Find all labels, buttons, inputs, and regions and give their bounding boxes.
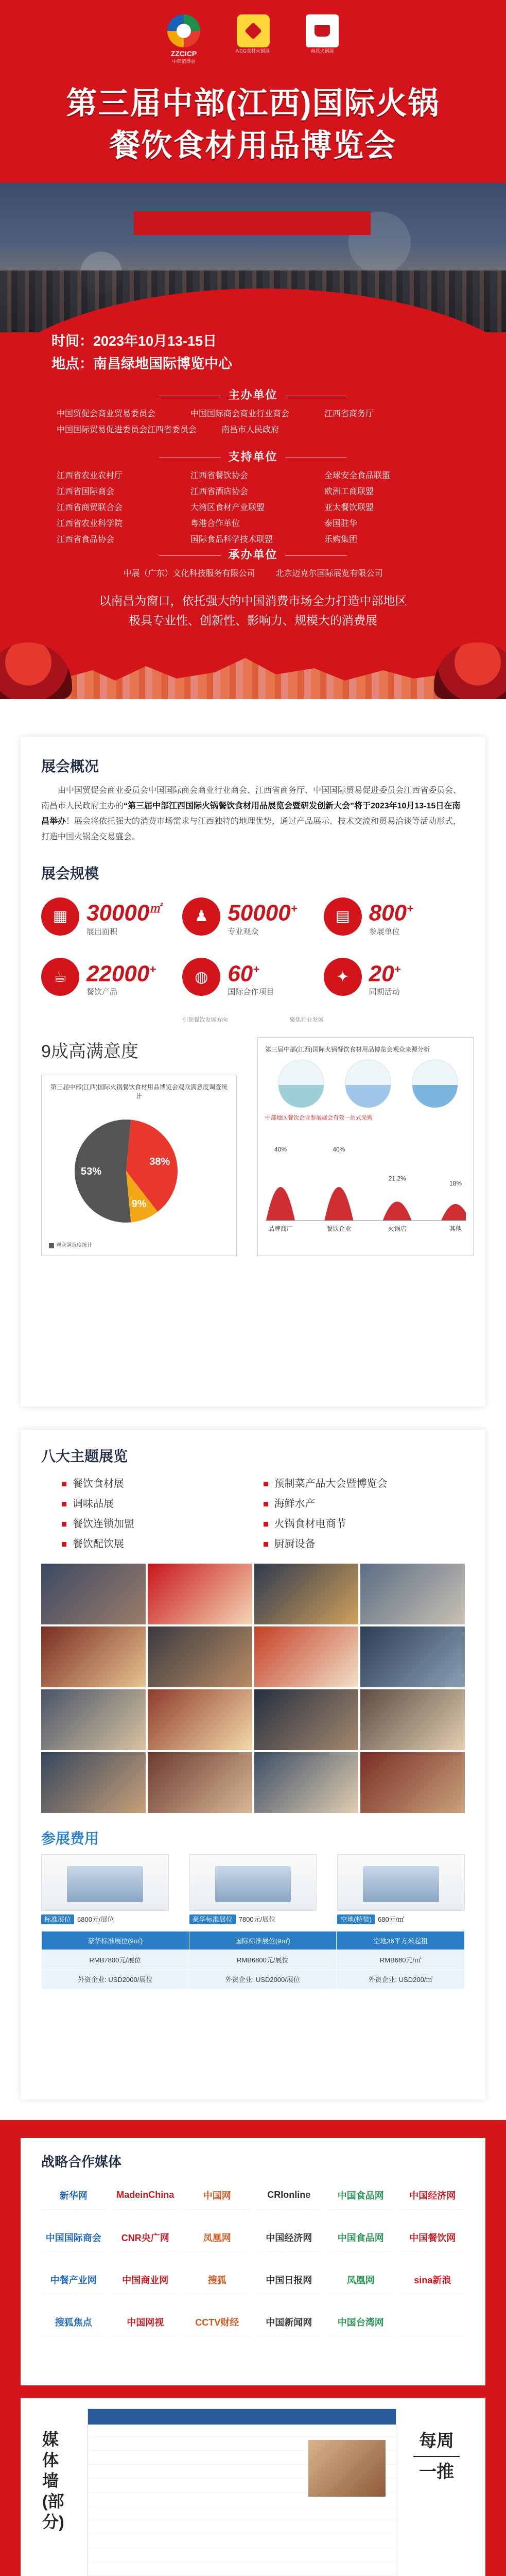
pie-slice-label: 38%: [149, 1156, 170, 1168]
stat-label: 餐饮产品: [86, 988, 118, 997]
hero-decoration: [0, 632, 506, 699]
stat-item: [324, 957, 465, 997]
booth-price: 680元/㎡: [378, 1916, 405, 1923]
gallery-photo: [360, 1752, 465, 1813]
satisfaction-left: [41, 1037, 237, 1256]
booth-tag: 豪华标准展位: [189, 1914, 236, 1924]
stat-label: 专业观众: [228, 927, 259, 936]
booth-standard: [41, 1854, 169, 1924]
gallery-photo: [360, 1626, 465, 1687]
gauge-fill: [412, 1085, 458, 1108]
area-category-label: 其他: [449, 1225, 462, 1233]
stat-number: 50000: [228, 900, 291, 926]
support-item: 国际食品科学技术联盟: [190, 535, 273, 544]
hero-section: [0, 0, 506, 699]
pie-chart: [49, 1104, 229, 1238]
gallery-photo: [148, 1752, 252, 1813]
scale-claims: [41, 1015, 465, 1024]
media-logo: 中国网视: [113, 2308, 178, 2336]
area-value-label: 18%: [449, 1180, 462, 1188]
stat-item: [41, 957, 182, 997]
scale-heading: 展会规模: [41, 866, 99, 882]
media-wall: [21, 2398, 485, 2576]
slogan-line-2: 极具专业性、创新性、影响力、规模大的消费展: [129, 614, 377, 627]
media-logo: CNR央广网: [113, 2223, 178, 2252]
table-header: 国际标准展位(9㎡): [189, 1931, 337, 1950]
support-item: 江西省国际商会: [57, 487, 115, 496]
area-value-label: 40%: [274, 1146, 287, 1154]
stat-item: [41, 896, 182, 937]
source-card: [257, 1037, 474, 1256]
stat-label: 参展单位: [369, 927, 400, 936]
support-item: 江西省食品协会: [57, 535, 115, 544]
host-item: [324, 423, 458, 435]
source-circles: [265, 1054, 466, 1111]
host-item: 南昌市人民政府: [221, 426, 280, 434]
gallery-photo: [148, 1689, 252, 1750]
hero-title: [0, 82, 506, 167]
stat-number: 20: [369, 961, 394, 987]
media-logo: 中国经济网: [257, 2223, 322, 2252]
catering-icon: ☕: [41, 958, 79, 996]
gauge-fill: [278, 1085, 324, 1108]
table-row: [42, 1950, 465, 1970]
support-item: 江西省商贸联合会: [57, 503, 123, 512]
media-logo: 中国食品网: [328, 2223, 393, 2252]
exhibitors-icon: ▤: [324, 897, 362, 936]
booth-image: [337, 1854, 465, 1911]
media-logo-grid: [41, 2181, 465, 2336]
ncg-logo-icon: [237, 14, 270, 47]
gauge-fill: [345, 1085, 391, 1108]
stat-unit: ㎡: [149, 902, 161, 915]
stat-unit: +: [149, 962, 156, 976]
media-logo: 中国新闻网: [257, 2308, 322, 2336]
satisfaction-title: 9成高满意度: [41, 1042, 138, 1062]
area-category-label: 品牌商厂: [268, 1225, 293, 1233]
pie-card: [41, 1075, 237, 1256]
area-series: [266, 1187, 466, 1221]
gallery-photo: [41, 1752, 146, 1813]
support-heading: 支持单位: [0, 448, 506, 464]
stat-item: [182, 896, 323, 937]
stat-unit: +: [407, 902, 413, 915]
table-header-row: [42, 1931, 465, 1950]
media-logo: 凤凰网: [185, 2223, 250, 2252]
booth-luxury: [189, 1854, 317, 1924]
events-icon: ✦: [324, 958, 362, 996]
stat-label: 展出面积: [86, 927, 118, 936]
support-item: 欧洲工商联盟: [324, 487, 374, 496]
themes-heading: 八大主题展览: [41, 1448, 128, 1464]
overview-text: [41, 783, 465, 845]
theme-item: 预制菜产品大会暨博览会: [264, 1475, 465, 1490]
media-logo: 搜狐焦点: [41, 2308, 106, 2336]
support-item: 粤港合作单位: [190, 519, 240, 528]
claim-text: 聚焦行业发展: [289, 1017, 324, 1024]
booth-space: [337, 1854, 465, 1924]
media-screenshot: [88, 2409, 396, 2576]
media-logo: 搜狐: [185, 2265, 250, 2294]
overview-tail: ！展会将依托强大的消费市场需求与江西独特的地理优势，通过产品展示、技术交流和贸易洽谈等活动形式，打造中国火锅全交易盛会。: [41, 817, 462, 841]
zzcicp-logo-icon: [167, 14, 200, 47]
media-card: [21, 2138, 485, 2385]
screenshot-header: [88, 2409, 396, 2425]
weekly-text: 每周: [419, 2431, 454, 2451]
exec-item: 中展（广东）文化科技服务有限公司: [123, 569, 255, 578]
media-logo: sina新浪: [400, 2265, 465, 2294]
claim-text: 引领餐饮发展方向: [182, 1017, 228, 1024]
overview-heading: 展会概况: [41, 758, 99, 774]
support-item: 乐购集团: [324, 535, 358, 544]
title-line-2: 餐饮食材用品博览会: [109, 128, 397, 163]
hall-banner: [134, 211, 371, 235]
stat-number: 22000: [86, 961, 150, 987]
area-value-label: 40%: [333, 1146, 345, 1154]
host-item: 中国国际贸易促进委员会江西省委员会: [57, 426, 197, 434]
support-item: 泰国驻华: [324, 519, 358, 528]
organizer-logos: [0, 14, 506, 64]
stat-label: 同期活动: [369, 988, 400, 997]
booth-image: [41, 1854, 169, 1911]
media-logo: 中国食品网: [328, 2181, 393, 2210]
title-line-1: 第三届中部(江西)国际火锅: [66, 86, 440, 121]
media-logo: 中国台湾网: [328, 2308, 393, 2336]
pie-legend: [49, 1241, 229, 1248]
support-item: 亚太餐饮联盟: [324, 503, 374, 512]
gallery-photo: [360, 1689, 465, 1750]
overview-plain: 由中国贸促会商业委员会中国国际商会商业行业商会、江西省商务厅、中国国际贸易促进委员会江西省委员会、南昌市人民政府主办的: [41, 786, 462, 810]
area-value-label: 21.2%: [388, 1175, 406, 1182]
stat-label: 国际合作项目: [228, 988, 274, 997]
support-list: [57, 469, 458, 545]
visitors-icon: ♟: [182, 897, 220, 936]
booth-list: [41, 1854, 465, 1924]
media-logo: [400, 2308, 465, 2336]
theme-item: 餐饮连锁加盟: [62, 1515, 264, 1530]
themes-list: [62, 1475, 465, 1550]
booth-price: 6800元/展位: [77, 1916, 114, 1923]
slogan-line-1: 以南昌为窗口，依托强大的中国消费市场全力打造中部地区: [99, 594, 407, 607]
stat-item: [324, 896, 465, 937]
table-cell: 外资企业: USD2000/展位: [42, 1970, 189, 1989]
overview-bold: “第三届中部江西国际火锅餐饮食材用品展览会暨研发创新大会”将于2023年10月13-15日在南昌举办: [41, 802, 461, 826]
gallery-photo: [148, 1564, 252, 1624]
media-logo: 中国餐饮网: [400, 2223, 465, 2252]
fees-table: [41, 1931, 465, 1989]
media-logo: CRIonline: [257, 2181, 322, 2210]
media-logo: 中国网: [185, 2181, 250, 2210]
gallery-photo: [148, 1626, 252, 1687]
gallery-photo: [41, 1564, 146, 1624]
media-heading: 战略合作媒体: [41, 2154, 122, 2170]
info-card: [21, 737, 485, 1406]
theme-item: 餐饮配饮展: [62, 1535, 264, 1550]
gallery-photo: [41, 1689, 146, 1750]
hotpot-right-icon: [434, 642, 506, 699]
exec-item: 北京迈克尔国际展览有限公司: [275, 569, 383, 578]
pie-slice-label: 53%: [80, 1166, 102, 1178]
host-item: 中国贸促会商业贸易委员会: [57, 410, 156, 418]
gallery-photo: [41, 1626, 146, 1687]
logo-ncg: NCG食材火锅展: [236, 14, 270, 64]
pie-legend-label: 观众满意度统计: [56, 1243, 92, 1249]
media-logo: 中餐产业网: [41, 2265, 106, 2294]
booth-tag: 空地(特装): [337, 1914, 375, 1924]
host-item: 中国国际商会商业行业商会: [190, 410, 290, 418]
gallery-photo: [254, 1564, 359, 1624]
stat-number: 30000: [86, 900, 150, 926]
theme-item: 餐饮食材展: [62, 1475, 264, 1490]
source-caption: 第三届中部(江西)国际火锅餐饮食材用品博览会观众来源分析: [265, 1046, 430, 1054]
screenshot-image: [308, 2440, 386, 2497]
media-logo: 中国国际商会: [41, 2223, 106, 2252]
table-cell: RMB7800元/展位: [42, 1950, 189, 1970]
stat-unit: +: [290, 902, 298, 915]
logo-hotpot: 南昌火锅展: [306, 14, 339, 64]
table-header: 空地36平方米起租: [337, 1931, 465, 1950]
gallery-photo: [254, 1752, 359, 1813]
logo-zzcicp: ZZCICP 中部消博会: [167, 14, 200, 64]
exec-heading: 承办单位: [0, 546, 506, 562]
event-time: 时间：2023年10月13-15日: [51, 333, 217, 349]
table-cell: 外资企业: USD200/㎡: [337, 1970, 465, 1989]
area-category-label: 餐饮企业: [326, 1225, 352, 1233]
weekly-rule: [413, 2456, 460, 2457]
event-venue: 地点：南昌绿地国际博览中心: [51, 356, 232, 371]
media-logo: CCTV财经: [185, 2308, 250, 2336]
hotpot-logo-icon: [306, 14, 339, 47]
themes-card: [21, 1430, 485, 2099]
stat-number: 60: [228, 961, 253, 987]
hotpot-left-icon: [0, 642, 72, 699]
gallery-photo: [360, 1564, 465, 1624]
theme-item: 调味品展: [62, 1495, 264, 1510]
stat-unit: +: [253, 962, 260, 976]
media-wall-label: 媒体墙(部分): [42, 2430, 64, 2531]
host-item: 江西省商务厅: [324, 410, 374, 418]
stat-item: [182, 957, 323, 997]
media-logo: 凤凰网: [328, 2265, 393, 2294]
source-subcaption: 中部地区餐饮企业参展展会有效一站式采购: [265, 1115, 373, 1122]
exec-list: [0, 567, 506, 579]
photo-gallery: [41, 1564, 465, 1813]
support-item: 全球安全食品联盟: [324, 471, 391, 480]
media-logo: 中国日报网: [257, 2265, 322, 2294]
table-header: 豪华标准展位(9㎡): [42, 1931, 189, 1950]
source-area-chart: [265, 1123, 466, 1241]
theme-item: 海鲜水产: [264, 1495, 465, 1510]
theme-item: 火锅食材电商节: [264, 1515, 465, 1530]
hero-slogan: [0, 591, 506, 630]
media-logo: 中国经济网: [400, 2181, 465, 2210]
theme-item: 厨厨设备: [264, 1535, 465, 1550]
gallery-photo: [254, 1626, 359, 1687]
support-item: 江西省农业农村厅: [57, 471, 123, 480]
media-logo: 新华网: [41, 2181, 106, 2210]
area-icon: ▦: [41, 897, 79, 936]
booth-price: 7800元/展位: [238, 1916, 276, 1923]
push-text: 一推: [419, 2462, 454, 2482]
stat-unit: +: [394, 962, 401, 976]
gallery-photo: [254, 1689, 359, 1750]
pie-caption: 第三届中部(江西)国际火锅餐饮食材用品博览会观众满意度调查统计: [50, 1083, 228, 1100]
table-cell: RMB6800元/展位: [189, 1950, 337, 1970]
city-skyline: [62, 658, 444, 699]
stat-number: 800: [369, 900, 407, 926]
weekly-push: [413, 2429, 460, 2484]
table-cell: 外资企业: USD2000/展位: [189, 1970, 337, 1989]
satisfaction-block: [41, 1037, 465, 1256]
stat-grid: [41, 896, 465, 997]
support-item: 大湾区食材产业联盟: [190, 503, 265, 512]
table-cell: RMB680元/㎡: [337, 1950, 465, 1970]
globe-icon: ◍: [182, 958, 220, 996]
support-item: 江西省酒店协会: [190, 487, 249, 496]
table-row: [42, 1970, 465, 1989]
booth-tag: 标准展位: [41, 1914, 74, 1924]
media-logo: 中国商业网: [113, 2265, 178, 2294]
booth-image: [189, 1854, 317, 1911]
area-category-label: 火锅店: [388, 1225, 407, 1233]
host-list: [57, 407, 458, 435]
support-item: 江西省农业科学院: [57, 519, 123, 528]
fees-heading: 参展费用: [41, 1831, 99, 1846]
event-meta: [51, 330, 232, 375]
support-item: 江西省餐饮协会: [190, 471, 249, 480]
host-heading: 主办单位: [0, 386, 506, 402]
media-logo: MadeinChina: [113, 2181, 178, 2210]
pie-slice-label: 9%: [131, 1198, 147, 1210]
